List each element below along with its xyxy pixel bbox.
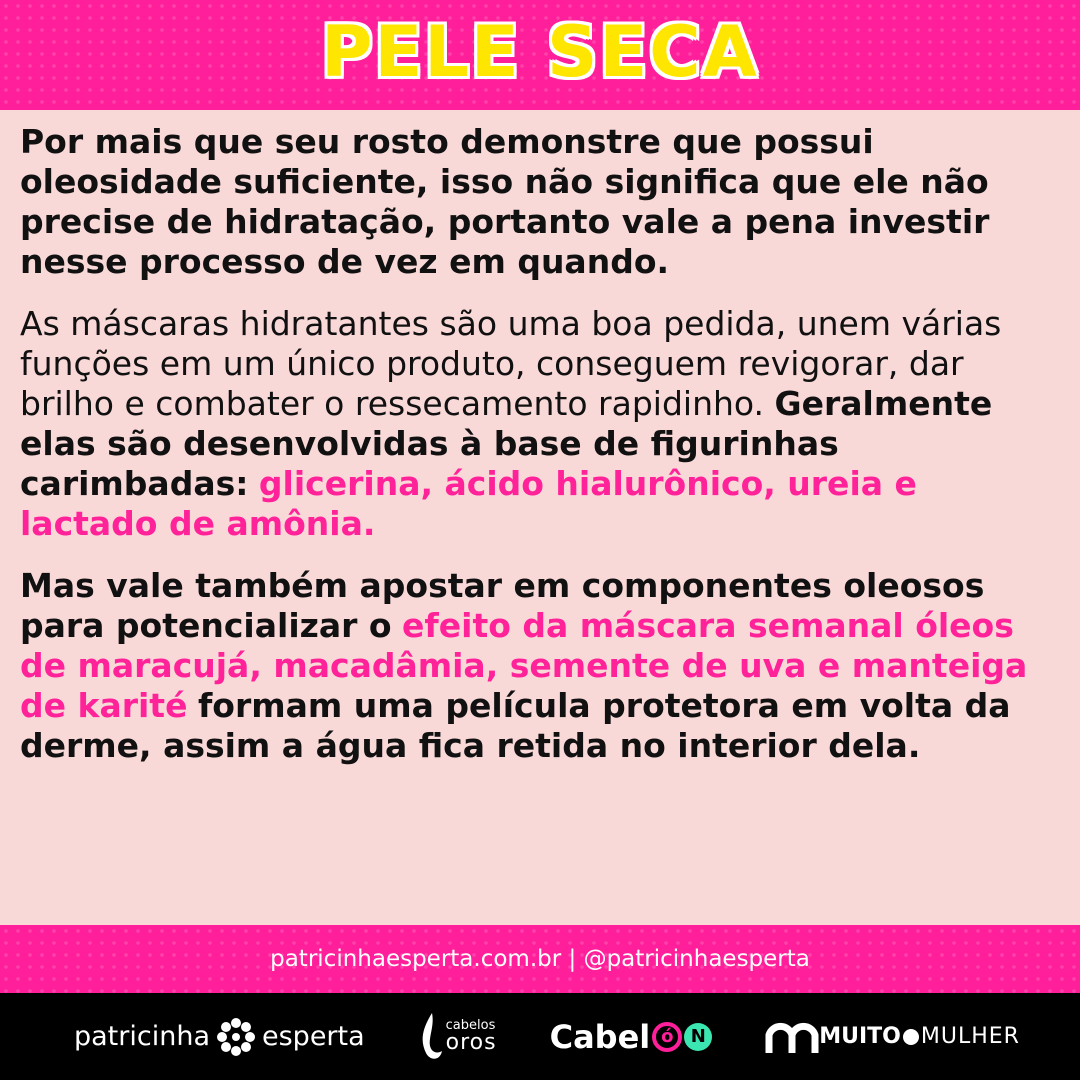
drop-icon	[418, 1011, 444, 1063]
flower-icon	[216, 1017, 256, 1057]
cabelon-logo-word: Cabel	[549, 1017, 651, 1056]
paragraph-2-bold: Geralmente elas são desenvolvidas à base de figurinhas carimbadas:	[20, 384, 993, 503]
esperta-logo-word: esperta	[262, 1021, 365, 1052]
paragraph-1	[20, 122, 1064, 282]
logo-bar	[0, 993, 1080, 1080]
paragraph-3-bold: Mas vale também apostar em componentes oleosos para potencializar o	[20, 566, 985, 645]
cabelos-logo-word: cabelos	[445, 1018, 496, 1033]
mulher-logo-word: MULHER	[920, 1024, 1020, 1049]
paragraph-2	[20, 304, 1064, 544]
patricinha-logo-word: patricinha	[74, 1021, 210, 1052]
oros-logo-word: oros	[445, 1030, 497, 1055]
muito-mulher-dot	[903, 1029, 919, 1045]
content-area	[0, 110, 1080, 925]
footer-credits: patricinhaesperta.com.br | @patricinhaesperta	[270, 946, 810, 972]
muito-mulher-logo	[765, 1019, 1020, 1055]
cabelos-oros-logo	[418, 1011, 497, 1063]
paragraph-3-highlight: efeito da máscara semanal óleos de maracujá, macadâmia, semente de uva e manteiga de karité	[20, 606, 1028, 725]
cabelon-logo	[550, 1018, 713, 1056]
footer-banner	[0, 925, 1080, 993]
paragraph-1-text: Por mais que seu rosto demonstre que possui oleosidade suficiente, isso não significa que ele não precise de hidratação, portanto vale a pena investir nesse processo de vez em quando.	[20, 122, 990, 281]
page-title: PELE SECA	[321, 11, 759, 93]
m-logo-icon	[765, 1019, 819, 1055]
paragraph-3	[20, 566, 1064, 766]
muito-logo-word: MUITO	[819, 1024, 901, 1049]
header-banner	[0, 0, 1080, 110]
cabelon-n-mark: N	[684, 1023, 712, 1051]
cabelon-o-mark: ó	[652, 1022, 682, 1052]
paragraph-2-highlight: glicerina, ácido hialurônico, ureia e lactado de amônia.	[20, 464, 917, 543]
paragraph-2-regular: As máscaras hidratantes são uma boa pedida, unem várias funções em um único produto, conseguem revigorar, dar brilho e combater o ressecamento rapidinho.	[20, 304, 1002, 423]
patricinha-esperta-logo	[74, 1017, 365, 1057]
paragraph-3-bold-end: formam uma película protetora em volta da derme, assim a água fica retida no interior dela.	[20, 686, 1011, 765]
